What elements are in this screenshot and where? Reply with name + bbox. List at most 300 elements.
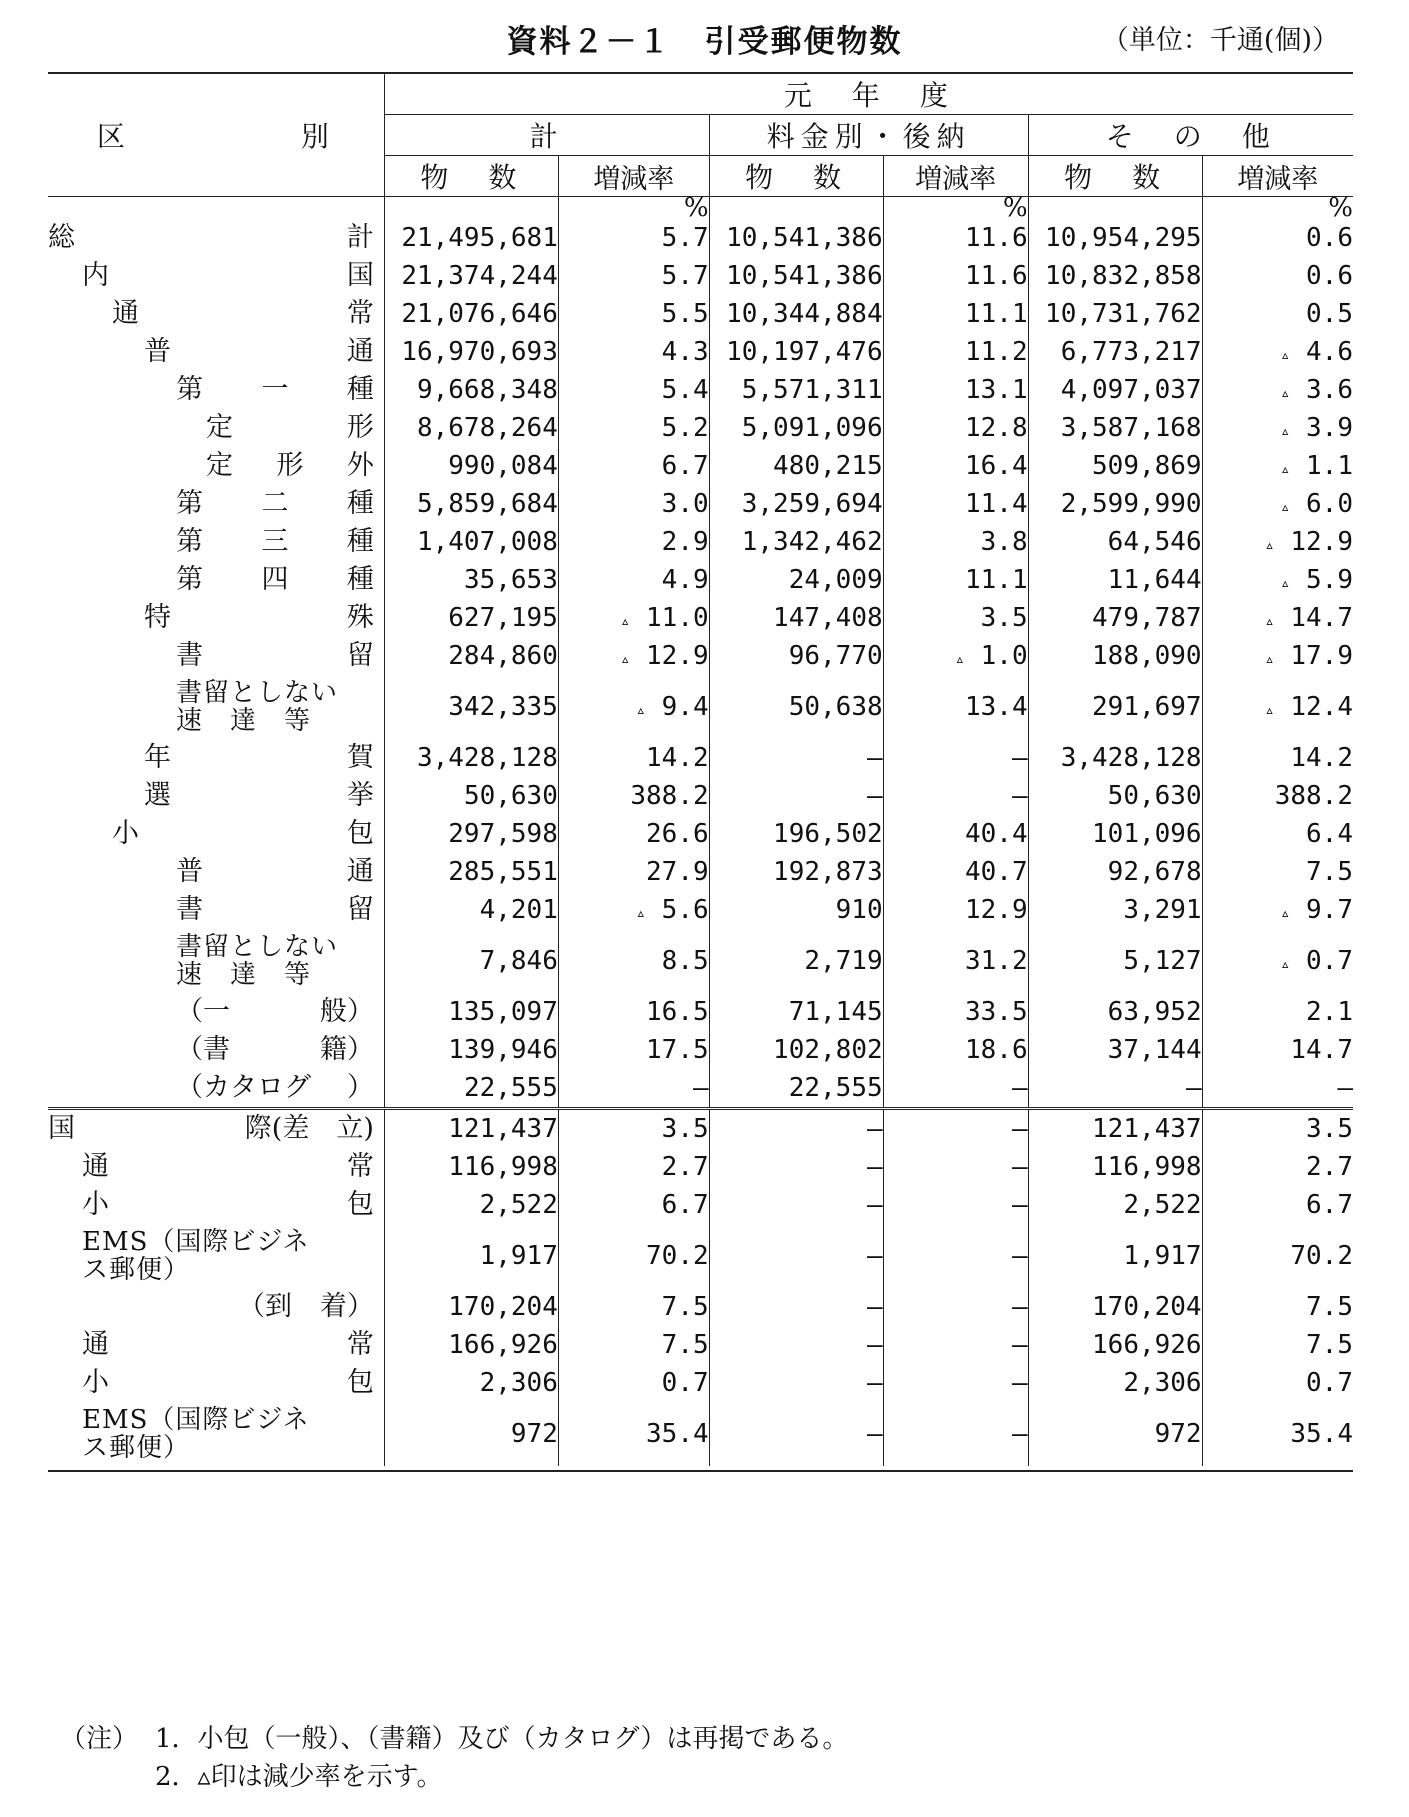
rate-cell: [1202, 257, 1353, 295]
count-cell: [1028, 1186, 1202, 1224]
note-line: 2．▵印は減少率を示す。: [155, 1762, 443, 1792]
row-label-line2: ス郵便）: [82, 1433, 191, 1463]
cell-value: 11.6: [964, 261, 1028, 291]
cell-value: —: [1011, 1152, 1028, 1182]
rate-cell: [1202, 1148, 1353, 1186]
cell-value: —: [1185, 1073, 1202, 1103]
international-body: [48, 1109, 1353, 1467]
rate-cell: [558, 1186, 709, 1224]
cell-value: 35.4: [1290, 1419, 1353, 1449]
rate-cell: [558, 485, 709, 523]
cell-value: 5.7: [661, 223, 709, 253]
cell-value: 10,832,858: [1045, 261, 1202, 291]
table-row: [48, 485, 1353, 523]
count-cell: [384, 777, 558, 815]
rate-cell: [1202, 1224, 1353, 1288]
count-cell: [1028, 447, 1202, 485]
cell-value: 63,952: [1107, 997, 1202, 1027]
cell-value: 16.4: [964, 451, 1028, 481]
count-cell: [1028, 1148, 1202, 1186]
cell-value: 14.2: [1290, 743, 1353, 773]
cell-value: 12.9: [646, 641, 709, 671]
row-label: 普 通: [176, 856, 374, 888]
rate-cell: [1202, 853, 1353, 891]
count-cell: [1028, 1109, 1202, 1149]
count-cell: [1028, 1031, 1202, 1069]
cell-value: 17.5: [646, 1035, 709, 1065]
count-cell: [709, 1069, 883, 1109]
count-cell: [709, 777, 883, 815]
cell-value: 11.0: [646, 603, 709, 633]
cell-value: 92,678: [1107, 857, 1202, 887]
row-label: 国 際(差 立): [48, 1113, 374, 1145]
count-cell: [384, 637, 558, 675]
rate-cell: [1202, 637, 1353, 675]
count-cell: [709, 333, 883, 371]
count-cell: [709, 739, 883, 777]
row-label: EMS（国際ビジネ: [82, 1226, 310, 1257]
cell-value: 21,495,681: [401, 223, 558, 253]
col-header-count: 物 数: [384, 156, 558, 197]
count-cell: [1028, 295, 1202, 333]
cell-value: —: [1337, 1073, 1353, 1103]
count-cell: [709, 1288, 883, 1326]
cell-value: 5.2: [661, 413, 709, 443]
domestic-body: [48, 193, 1353, 1109]
rate-cell: [883, 853, 1028, 891]
count-cell: [384, 523, 558, 561]
count-cell: [1028, 675, 1202, 739]
cell-value: 0.6: [1306, 223, 1353, 253]
count-cell: [1028, 1069, 1202, 1109]
count-cell: [1028, 1364, 1202, 1402]
count-cell: [384, 1031, 558, 1069]
count-cell: [1028, 561, 1202, 599]
rate-cell: [883, 777, 1028, 815]
cell-value: 10,197,476: [726, 337, 883, 367]
count-cell: [709, 561, 883, 599]
rate-cell: [1202, 777, 1353, 815]
cell-value: —: [1011, 781, 1028, 811]
cell-value: 5,127: [1123, 946, 1202, 976]
count-cell: [1028, 1402, 1202, 1466]
row-label-cell: [48, 409, 384, 447]
row-label-cell: [48, 993, 384, 1031]
count-cell: [1028, 739, 1202, 777]
cell-value: —: [866, 1368, 883, 1398]
cell-value: 4,201: [479, 895, 558, 925]
cell-value: 17.9: [1290, 641, 1353, 671]
cell-value: 11,644: [1107, 565, 1202, 595]
cell-value: 135,097: [448, 997, 558, 1027]
cell-value: 3.0: [661, 489, 709, 519]
count-cell: [709, 1031, 883, 1069]
rate-cell: [558, 637, 709, 675]
cell-value: 3,428,128: [1060, 743, 1202, 773]
cell-value: 121,437: [448, 1114, 558, 1144]
row-label: 第 四 種: [176, 564, 374, 596]
rate-cell: [883, 1109, 1028, 1149]
cell-value: 7.5: [661, 1292, 709, 1322]
decrease-triangle-icon: ▵: [1280, 345, 1291, 364]
cell-value: 31.2: [964, 946, 1028, 976]
row-label-cell: [48, 371, 384, 409]
cell-value: 3,587,168: [1060, 413, 1202, 443]
cell-value: 12.8: [964, 413, 1028, 443]
cell-value: 9.4: [661, 692, 709, 722]
cell-value: 1.0: [980, 641, 1028, 671]
count-cell: [1028, 929, 1202, 993]
rate-cell: [1202, 1186, 1353, 1224]
cell-value: 3,259,694: [741, 489, 883, 519]
count-cell: [384, 257, 558, 295]
rate-cell: [558, 1069, 709, 1109]
rate-cell: [558, 777, 709, 815]
col-header-rate: 増減率: [883, 156, 1028, 197]
cell-value: 96,770: [788, 641, 883, 671]
rate-cell: [1202, 447, 1353, 485]
rate-cell: [1202, 1402, 1353, 1466]
rate-cell: [883, 1186, 1028, 1224]
decrease-triangle-icon: ▵: [1280, 954, 1291, 973]
count-cell: [709, 599, 883, 637]
count-cell: [1028, 853, 1202, 891]
cell-value: —: [866, 1152, 883, 1182]
rate-cell: [883, 1402, 1028, 1466]
row-label-cell: [48, 1186, 384, 1224]
row-label: 選 挙: [144, 780, 374, 812]
title-row: [0, 14, 1409, 58]
rate-cell: [558, 1031, 709, 1069]
cell-value: 0.6: [1306, 261, 1353, 291]
decrease-triangle-icon: ▵: [636, 700, 646, 719]
count-cell: [384, 1402, 558, 1466]
cell-value: 71,145: [788, 997, 883, 1027]
cell-value: 3.9: [1306, 413, 1353, 443]
cell-value: 40.4: [964, 819, 1028, 849]
cell-value: 4.9: [661, 565, 709, 595]
count-cell: [709, 1224, 883, 1288]
count-cell: [384, 993, 558, 1031]
count-cell: [384, 1224, 558, 1288]
cell-value: 2,306: [1123, 1368, 1202, 1398]
cell-value: —: [866, 1330, 883, 1360]
cell-value: 26.6: [646, 819, 709, 849]
cell-value: 5,571,311: [741, 375, 883, 405]
rate-cell: [883, 561, 1028, 599]
row-header-cell: [48, 73, 384, 197]
cell-value: 480,215: [773, 451, 883, 481]
col-header-rate: 増減率: [558, 156, 709, 197]
table-row: [48, 523, 1353, 561]
cell-value: 102,802: [773, 1035, 883, 1065]
cell-value: 11.4: [964, 489, 1028, 519]
rate-cell: [558, 1364, 709, 1402]
cell-value: 4,097,037: [1060, 375, 1202, 405]
year-header: 元 年 度: [384, 73, 1353, 115]
cell-value: 166,926: [448, 1330, 558, 1360]
rate-cell: [1202, 815, 1353, 853]
rate-cell: [883, 485, 1028, 523]
cell-value: 188,090: [1092, 641, 1202, 671]
cell-value: 22,555: [788, 1073, 883, 1103]
note-line: （注） 1．小包（一般）、（書籍）及び（カタログ）は再掲である。: [60, 1724, 849, 1754]
cell-value: —: [1011, 1419, 1028, 1449]
cell-value: 479,787: [1092, 603, 1202, 633]
row-label-cell: [48, 1109, 384, 1149]
count-cell: [384, 295, 558, 333]
table-row: [48, 409, 1353, 447]
table-row: [48, 853, 1353, 891]
group-header-postpaid: 料金別・後納: [709, 115, 1028, 156]
rate-cell: [883, 447, 1028, 485]
rate-cell: [1202, 561, 1353, 599]
rate-cell: [883, 295, 1028, 333]
table-row: [48, 637, 1353, 675]
row-label-cell: [48, 333, 384, 371]
rate-cell: [883, 599, 1028, 637]
cell-value: 24,009: [788, 565, 883, 595]
row-label: 定 形: [206, 412, 374, 444]
rate-cell: [883, 1364, 1028, 1402]
cell-value: —: [866, 1190, 883, 1220]
row-label-cell: [48, 1031, 384, 1069]
count-cell: [384, 1148, 558, 1186]
rate-cell: [883, 371, 1028, 409]
count-cell: [709, 675, 883, 739]
cell-value: —: [1011, 1330, 1028, 1360]
rate-cell: [883, 815, 1028, 853]
rate-cell: [1202, 929, 1353, 993]
cell-value: 3,291: [1123, 895, 1202, 925]
group-header-other: そ の 他: [1028, 115, 1353, 156]
rate-cell: [1202, 1069, 1353, 1109]
cell-value: 7.5: [661, 1330, 709, 1360]
count-cell: [384, 409, 558, 447]
cell-value: 170,204: [1092, 1292, 1202, 1322]
cell-value: 1,342,462: [741, 527, 883, 557]
cell-value: —: [1011, 1241, 1028, 1271]
cell-value: 50,630: [463, 781, 558, 811]
count-cell: [709, 891, 883, 929]
postal-statistics-table: [48, 72, 1353, 1472]
row-label: 通 常: [112, 298, 374, 330]
count-cell: [1028, 1326, 1202, 1364]
cell-value: 147,408: [773, 603, 883, 633]
decrease-triangle-icon: ▵: [620, 611, 631, 630]
row-label-cell: [48, 523, 384, 561]
rate-cell: [558, 929, 709, 993]
row-label-cell: [48, 815, 384, 853]
decrease-triangle-icon: ▵: [1280, 459, 1291, 478]
row-label: 書留としない: [176, 931, 339, 962]
cell-value: 12.9: [964, 895, 1028, 925]
count-cell: [1028, 409, 1202, 447]
rate-cell: [883, 739, 1028, 777]
table-row: [48, 777, 1353, 815]
count-cell: [384, 891, 558, 929]
row-label: 小 包: [82, 1367, 374, 1399]
cell-value: 3.5: [980, 603, 1028, 633]
row-label: 定 形 外: [206, 450, 374, 482]
rate-cell: [558, 447, 709, 485]
unit-label: （単位：千通(個)）: [1101, 25, 1339, 56]
cell-value: 972: [1154, 1419, 1202, 1449]
cell-value: 6,773,217: [1060, 337, 1202, 367]
table-row: [48, 1109, 1353, 1149]
count-cell: [709, 1148, 883, 1186]
row-label: 総 計: [48, 222, 374, 254]
cell-value: 3.5: [1306, 1114, 1353, 1144]
cell-value: 3.8: [980, 527, 1028, 557]
decrease-triangle-icon: ▵: [1280, 383, 1291, 402]
cell-value: 910: [835, 895, 883, 925]
cell-value: 5.6: [661, 895, 709, 925]
cell-value: 2,719: [804, 946, 883, 976]
cell-value: 192,873: [773, 857, 883, 887]
rate-cell: [558, 1148, 709, 1186]
row-label: 第 三 種: [176, 526, 374, 558]
table-row: [48, 891, 1353, 929]
rate-cell: [883, 1031, 1028, 1069]
cell-value: 6.0: [1306, 489, 1353, 519]
cell-value: 11.1: [964, 299, 1028, 329]
count-cell: [1028, 523, 1202, 561]
rate-cell: [1202, 1109, 1353, 1149]
cell-value: 285,551: [448, 857, 558, 887]
cell-value: 10,731,762: [1045, 299, 1202, 329]
cell-value: —: [1011, 1368, 1028, 1398]
row-label: 特 殊: [144, 602, 374, 634]
rate-cell: [558, 853, 709, 891]
rate-cell: [883, 993, 1028, 1031]
cell-value: 2.9: [661, 527, 709, 557]
count-cell: [1028, 815, 1202, 853]
group-header-total: 計: [384, 115, 709, 156]
cell-value: —: [1011, 1190, 1028, 1220]
rate-cell: [883, 1326, 1028, 1364]
row-label-cell: [48, 257, 384, 295]
count-cell: [384, 333, 558, 371]
table-row: [48, 1224, 1353, 1288]
cell-value: 2,306: [479, 1368, 558, 1398]
cell-value: 990,084: [448, 451, 558, 481]
cell-value: —: [866, 1241, 883, 1271]
row-label-line2: ス郵便）: [82, 1255, 191, 1285]
row-label-cell: [48, 853, 384, 891]
cell-value: 7.5: [1306, 1292, 1353, 1322]
row-label: （到 着）: [238, 1291, 374, 1323]
cell-value: —: [866, 743, 883, 773]
row-label-line2: 速 達 等: [176, 706, 312, 736]
cell-value: 5,859,684: [416, 489, 558, 519]
count-cell: [1028, 333, 1202, 371]
rate-cell: [1202, 485, 1353, 523]
count-cell: [709, 1402, 883, 1466]
cell-value: 35,653: [463, 565, 558, 595]
cell-value: 33.5: [964, 997, 1028, 1027]
rate-cell: [1202, 371, 1353, 409]
table-row: [48, 257, 1353, 295]
table-row: [48, 1069, 1353, 1109]
rate-cell: [883, 257, 1028, 295]
table-row: [48, 1326, 1353, 1364]
row-label: 小 包: [82, 1189, 374, 1221]
decrease-triangle-icon: ▵: [1264, 649, 1275, 668]
count-cell: [384, 739, 558, 777]
decrease-triangle-icon: ▵: [1280, 903, 1291, 922]
cell-value: 139,946: [448, 1035, 558, 1065]
cell-value: 18.6: [964, 1035, 1028, 1065]
count-cell: [384, 815, 558, 853]
count-cell: [1028, 1288, 1202, 1326]
table-row: [48, 295, 1353, 333]
count-cell: [709, 815, 883, 853]
row-label-cell: [48, 891, 384, 929]
rate-cell: [883, 333, 1028, 371]
row-label: 年 賀: [144, 742, 374, 774]
rate-cell: [1202, 675, 1353, 739]
decrease-triangle-icon: ▵: [620, 649, 631, 668]
cell-value: 14.7: [1290, 603, 1353, 633]
count-cell: [709, 993, 883, 1031]
rate-cell: [1202, 523, 1353, 561]
cell-value: 196,502: [773, 819, 883, 849]
row-label: 通 常: [82, 1329, 374, 1361]
cell-value: 5.5: [661, 299, 709, 329]
row-label: 普 通: [144, 336, 374, 368]
cell-value: 5,091,096: [741, 413, 883, 443]
count-cell: [709, 1364, 883, 1402]
count-cell: [1028, 371, 1202, 409]
row-label: 小 包: [112, 818, 374, 850]
table-row: [48, 675, 1353, 739]
row-label: 内 国: [82, 260, 374, 292]
row-label-cell: [48, 675, 384, 739]
document-title: 資料２－１ 引受郵便物数: [506, 24, 903, 60]
cell-value: 6.7: [661, 1190, 709, 1220]
count-cell: [1028, 891, 1202, 929]
rate-cell: [1202, 219, 1353, 257]
cell-value: 13.4: [964, 692, 1028, 722]
cell-value: 121,437: [1092, 1114, 1202, 1144]
cell-value: 2,522: [1123, 1190, 1202, 1220]
cell-value: 7,846: [479, 946, 558, 976]
rate-cell: [558, 675, 709, 739]
count-cell: [1028, 1224, 1202, 1288]
cell-value: 7.5: [1306, 1330, 1353, 1360]
rate-cell: [1202, 993, 1353, 1031]
col-header-count: 物 数: [1028, 156, 1202, 197]
cell-value: 0.7: [1306, 1368, 1353, 1398]
table-row: [48, 739, 1353, 777]
count-cell: [709, 929, 883, 993]
cell-value: 14.2: [646, 743, 709, 773]
count-cell: [384, 1364, 558, 1402]
decrease-triangle-icon: ▵: [955, 649, 965, 668]
count-cell: [709, 409, 883, 447]
cell-value: 10,541,386: [726, 223, 883, 253]
rate-cell: [558, 257, 709, 295]
cell-value: 2.1: [1306, 997, 1353, 1027]
cell-value: 8,678,264: [416, 413, 558, 443]
row-label-cell: [48, 739, 384, 777]
cell-value: 8.5: [661, 946, 709, 976]
rate-cell: [558, 1109, 709, 1149]
cell-value: 10,541,386: [726, 261, 883, 291]
count-cell: [709, 1109, 883, 1149]
cell-value: 37,144: [1107, 1035, 1202, 1065]
